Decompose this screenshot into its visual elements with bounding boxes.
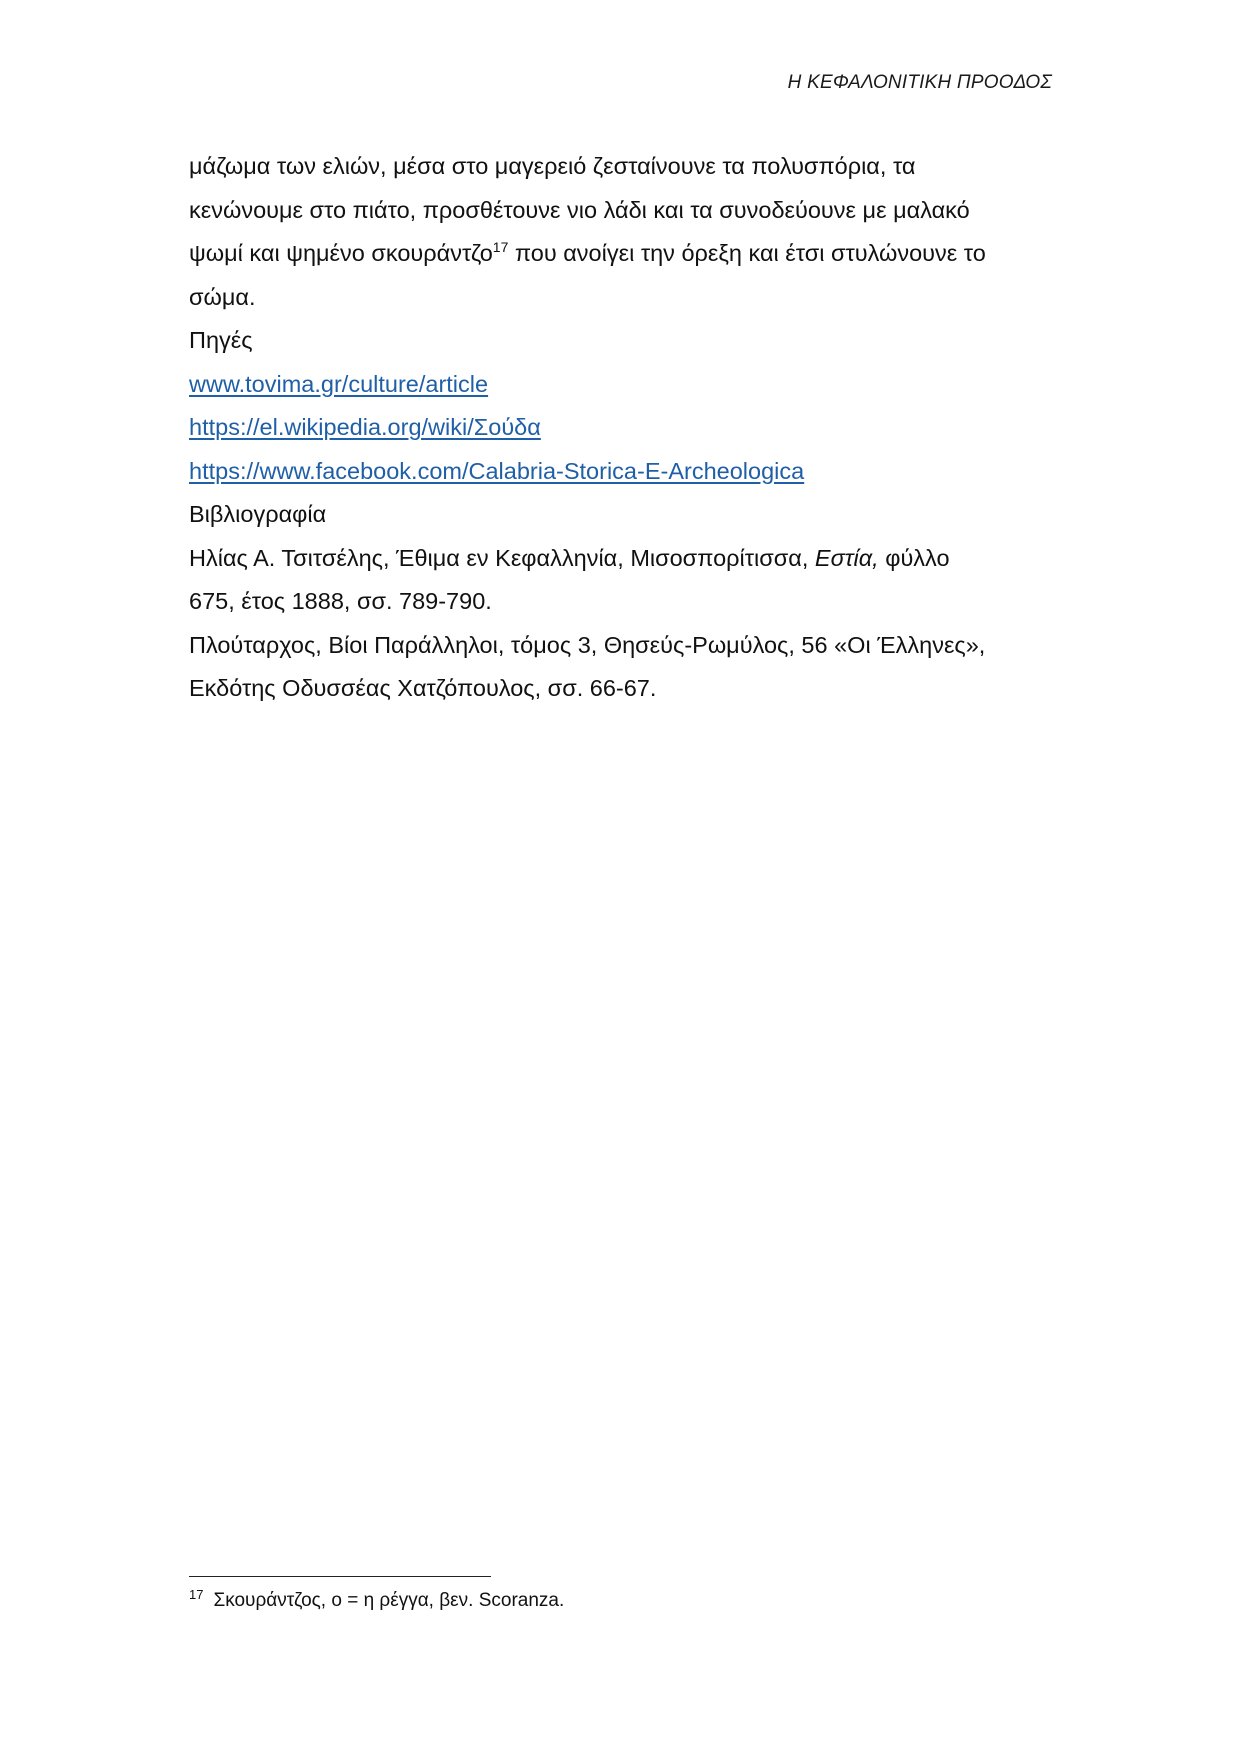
bibliography-heading: Βιβλιογραφία <box>189 501 327 527</box>
bibliography-text: Ηλίας Α. Τσιτσέλης, Έθιμα εν Κεφαλληνία, Μισοσπορίτισσα, <box>189 544 815 571</box>
paragraph-line: κενώνουμε στο πιάτο, προσθέτουνε νιο λάδι και τα συνοδεύουνε με μαλακό <box>189 196 970 223</box>
paragraph-text: ψωμί και ψημένο σκουράντζο <box>189 240 493 266</box>
paragraph-line: μάζωμα των ελιών, μέσα στο μαγερειό ζεσταίνουνε τα πολυσπόρια, τα <box>189 153 916 179</box>
bibliography-journal-title: Εστία, <box>814 544 879 571</box>
paragraph-line: σώμα. <box>189 283 256 310</box>
footnote-reference[interactable]: 17 <box>492 239 509 256</box>
sources-section <box>189 319 1069 711</box>
bibliography-text: φύλλο <box>878 544 950 571</box>
source-link-facebook[interactable]: https://www.facebook.com/Calabria-Storica-E-Archeologica <box>189 457 805 484</box>
bibliography-entry-1-cont: 675, έτος 1888, σσ. 789-790. <box>189 588 492 614</box>
footnote-number: 17 <box>189 1586 204 1602</box>
source-link-wikipedia[interactable]: https://el.wikipedia.org/wiki/Σούδα <box>189 414 541 440</box>
footnote <box>189 1588 564 1614</box>
bibliography-entry-2-cont: Εκδότης Οδυσσέας Χατζόπουλος, σσ. 66-67. <box>189 675 657 701</box>
source-link-tovima[interactable]: www.tovima.gr/culture/article <box>189 370 489 397</box>
footnote-text: Σκουράντζος, ο = η ρέγγα, βεν. Scoranza. <box>213 1590 565 1611</box>
paragraph-text: που ανοίγει την όρεξη και έτσι στυλώνουνε το <box>508 240 986 266</box>
bibliography-entry-2: Πλούταρχος, Βίοι Παράλληλοι, τόμος 3, Θησεύς-Ρωμύλος, 56 «Οι Έλληνες», <box>189 631 986 658</box>
running-header: Η ΚΕΦΑΛΟΝΙΤΙΚΗ ΠΡΟΟΔΟΣ <box>787 72 1052 93</box>
paragraph-line <box>189 232 1059 276</box>
sources-heading: Πηγές <box>189 327 253 353</box>
footnote-separator <box>189 1576 491 1577</box>
bibliography-entry-1 <box>189 537 1069 581</box>
body-paragraph <box>189 145 1059 319</box>
